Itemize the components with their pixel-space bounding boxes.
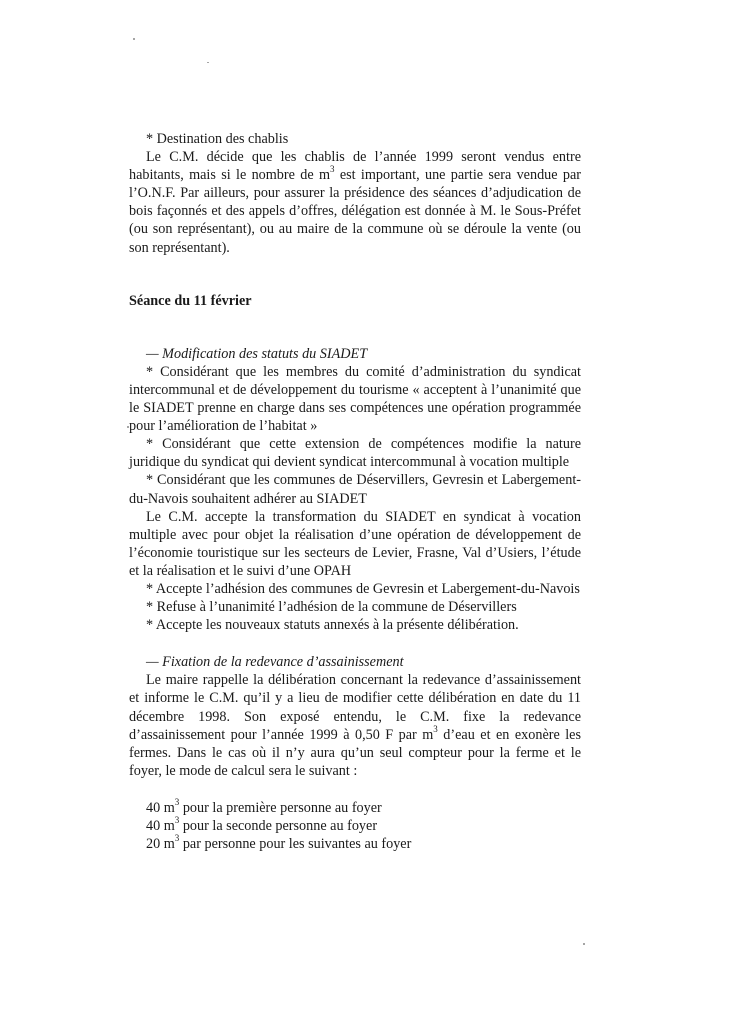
siadet-item: * Considérant que les membres du comité d’administration du syndicat intercommunal et de développement du tourisme « acceptent à l’unanimité que le SIADET prenne en charge dans ses compétences une opération programmée pour l’amélioration de l’habitat » [129, 363, 581, 435]
calcul-text: pour la seconde personne au foyer [179, 818, 378, 834]
siadet-item: * Considérant que cette extension de compétences modifie la nature juridique du syndicat qui devient syndicat intercommunal à vocation multiple [129, 436, 581, 471]
spacer [129, 780, 581, 799]
siadet-item: * Considérant que les communes de Déservillers, Gevresin et Labergement-du-Navois souhaitent adhérer au SIADET [129, 472, 581, 507]
scan-speck [133, 38, 135, 40]
redevance-text-b: d’eau et en exonère les fermes. Dans le cas où il n’y aura qu’un seul compteur pour la ferme et le foyer, le mode de calcul sera le suivant : [129, 726, 581, 779]
chablis-paragraph [129, 148, 581, 257]
siadet-heading: — Modification des statuts du SIADET [146, 345, 368, 362]
chablis-heading: * Destination des chablis [146, 131, 289, 147]
calcul-line [129, 817, 581, 835]
calcul-line [129, 835, 581, 853]
calcul-qty: 40 m [146, 799, 175, 816]
redevance-paragraph [129, 671, 581, 780]
spacer [129, 634, 581, 653]
calcul-text: par personne pour les suivantes au foyer [179, 836, 412, 853]
siadet-item: * Accepte les nouveaux statuts annexés à la présente délibération. [146, 617, 519, 634]
document-page [129, 130, 581, 853]
cubic-exponent: 3 [174, 797, 180, 808]
chablis-text-b: est important, une partie sera vendue par l’O.N.F. Par ailleurs, pour assurer la présidence des séances d’adjudication de bois façonnés et des appels d’offres, délégation est donnée à M. le Sous-Préfet (ou son représentant), ou au maire de la commune où se déroule la vente (ou son représentant). [129, 167, 581, 256]
siadet-item: * Accepte l’adhésion des communes de Gevresin et Labergement-du-Navois [146, 580, 580, 597]
redevance-text-a: Le maire rappelle la délibération concernant la redevance d’assainissement et informe le C.M. qu’il y a lieu de modifier cette délibération en date du 11 décembre 1998. Son exposé entendu, le C.M. fixe la redevance d’assainissement pour l’année 1999 à 0,50 F par m [129, 672, 581, 743]
seance-title: Séance du 11 février [129, 292, 252, 309]
cubic-exponent: 3 [433, 723, 438, 734]
cubic-exponent: 3 [174, 833, 180, 844]
siadet-item: * Refuse à l’unanimité l’adhésion de la commune de Déservillers [146, 599, 517, 616]
redevance-heading: — Fixation de la redevance d’assainissement [146, 654, 404, 671]
scan-speck [207, 62, 209, 63]
calcul-qty: 40 m [146, 818, 175, 834]
cubic-exponent: 3 [174, 815, 180, 826]
siadet-decision: Le C.M. accepte la transformation du SIADET en syndicat à vocation multiple avec pour objet la réalisation d’une opération de développement de l’économie touristique sur les secteurs de Levier, Frasne, Val d’Usiers, l’étude et la réalisation et le suivi d’une OPAH [129, 508, 581, 579]
calcul-qty: 20 m [146, 836, 175, 853]
calcul-text: pour la première personne au foyer [179, 799, 382, 816]
cubic-exponent: 3 [330, 164, 335, 175]
calcul-line [129, 799, 581, 817]
chablis-text-a: Le C.M. décide que les chablis de l’année 1999 seront vendus entre habitants, mais si le nombre de m [129, 149, 581, 184]
scan-speck [583, 943, 585, 945]
